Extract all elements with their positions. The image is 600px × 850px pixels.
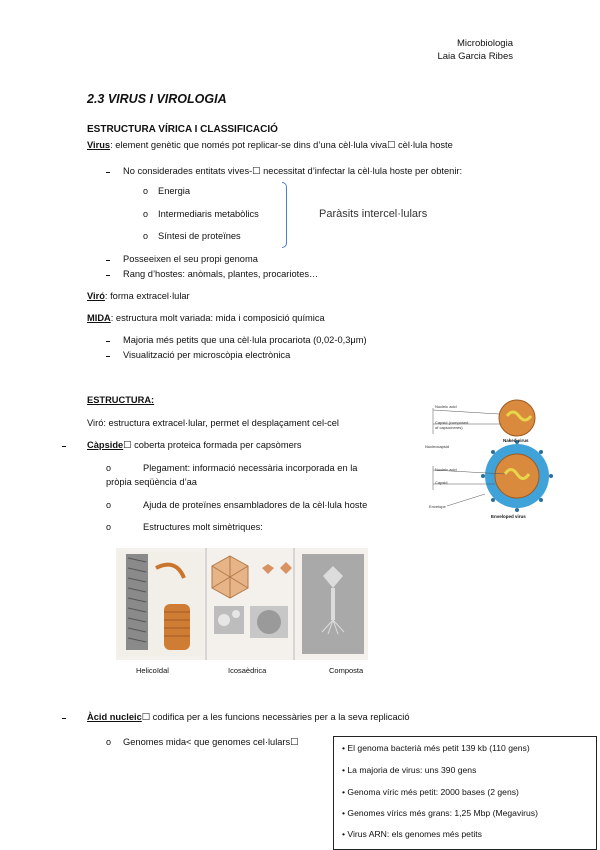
section-heading-structure: ESTRUCTURA VÍRICA I CLASSIFICACIÓ	[87, 124, 278, 135]
caption-helical: Helicoïdal	[136, 666, 169, 675]
capside-term: Càpside	[87, 440, 124, 450]
capside-item-2: Ajuda de proteïnes ensambladores de la cèl·lula hoste	[143, 500, 368, 510]
dash-bullet	[106, 356, 110, 357]
caption-enveloped-virus: Enveloped virus	[491, 514, 526, 519]
mida-bullet-0: Majoria més petits que una cèl·lula procariota (0,02-0,3μm)	[123, 335, 367, 345]
label-envelope: Envelope	[429, 504, 446, 509]
box-item-2: • Genoma víric més petit: 2000 bases (2 gens)	[342, 787, 519, 797]
capside-line	[87, 440, 302, 451]
symmetry-figure	[116, 548, 368, 660]
box-item-0: • El genoma bacterià més petit 139 kb (110 gens)	[342, 743, 530, 753]
dash-bullet	[62, 446, 66, 447]
helical-capsid	[164, 604, 190, 650]
viro-line: Viró: estructura extracel·lular, permet el desplaçament cel-cel	[87, 418, 339, 428]
capside-item-3: Estructures molt simètriques:	[143, 522, 263, 532]
curly-brace	[282, 182, 287, 248]
virus-term: Virus	[87, 140, 111, 150]
caption-complex: Composta	[329, 666, 364, 675]
dash-bullet	[106, 260, 110, 261]
brace-label: Paràsits intercel·lulars	[319, 208, 428, 220]
box-item-3: • Genomes vírics més grans: 1,25 Mbp (Megavirus)	[342, 808, 538, 818]
label-nucleic-acid: Nucleic acid	[435, 404, 457, 409]
label-nucleic-acid-2: Nucleic acid	[435, 467, 457, 472]
virus-structure-diagram	[425, 394, 577, 534]
label-capsid: Capsid (composed of capsomeres)	[435, 420, 469, 430]
label-capsid-2: Capsid	[435, 480, 448, 485]
dash-bullet	[106, 341, 110, 342]
mida-bullet-1: Visualització per microscòpia electrònica	[123, 350, 291, 360]
circle-bullet: o	[106, 500, 112, 510]
mida-definition	[87, 313, 325, 324]
capside-def: ☐ coberta proteica formada per capsòmers	[123, 440, 302, 450]
acid-line	[87, 712, 410, 723]
caption-naked-virus: Naked virus	[503, 438, 529, 443]
circle-bullet: o	[143, 231, 149, 241]
virus-def: : element genètic que només pot replicar-se dins d’una cèl·lula viva☐ cèl·lula hoste	[110, 140, 453, 150]
box-item-4: • Virus ARN: els genomes més petits	[342, 829, 482, 839]
sub-item-1: Intermediaris metabòlics	[158, 209, 259, 219]
genomes-line: Genomes mida< que genomes cel·lulars☐	[123, 737, 299, 747]
bullet-b-1: Rang d’hostes: anòmals, plantes, procariotes…	[123, 269, 319, 279]
header-subject: Microbiologia	[457, 38, 513, 49]
dash-bullet	[106, 275, 110, 276]
section-heading-estructura: ESTRUCTURA:	[87, 395, 155, 405]
genome-info-box	[333, 736, 597, 850]
acid-term: Àcid nucleic	[87, 712, 142, 722]
page-title: 2.3 VIRUS I VIROLOGIA	[87, 92, 227, 106]
mida-term: MIDA	[87, 313, 111, 323]
acid-def: ☐ codifica per a les funcions necessàries per a la seva replicació	[141, 712, 410, 722]
symmetry-diagram	[116, 548, 368, 660]
circle-bullet: o	[143, 209, 149, 219]
viro-definition	[87, 291, 190, 302]
caption-icosahedral: Icosaèdrica	[228, 666, 267, 675]
capsomere-models	[262, 562, 292, 574]
dash-bullet	[106, 172, 110, 173]
mida-def: : estructura molt variada: mida i composició química	[110, 313, 325, 323]
bullet-a-0: No considerades entitats vives-☐ necessitat d’infectar la cèl·lula hoste per obtenir:	[123, 166, 463, 176]
complex-tail	[331, 588, 335, 620]
circle-bullet: o	[106, 737, 112, 747]
capside-item-0: Plegament: informació necessària incorporada en la	[143, 463, 358, 473]
dash-bullet	[62, 718, 66, 719]
header-author: Laia Garcia Ribes	[437, 51, 513, 62]
virus-structure-figure	[425, 394, 577, 534]
viro-term: Viró	[87, 291, 105, 301]
sub-item-0: Energia	[158, 186, 191, 196]
circle-bullet: o	[106, 463, 112, 473]
virus-definition	[87, 140, 453, 151]
circle-bullet: o	[143, 186, 149, 196]
capside-item-1: pròpia seqüència d’aa	[106, 477, 197, 487]
box-item-1: • La majoria de virus: uns 390 gens	[342, 765, 477, 775]
label-nucleocapsid: Nucleocapsid	[425, 444, 450, 449]
viro-def: : forma extracel·lular	[104, 291, 190, 301]
circle-bullet: o	[106, 522, 112, 532]
bullet-b-0: Posseeixen el seu propi genoma	[123, 254, 258, 264]
sub-item-2: Síntesi de proteïnes	[158, 231, 241, 241]
